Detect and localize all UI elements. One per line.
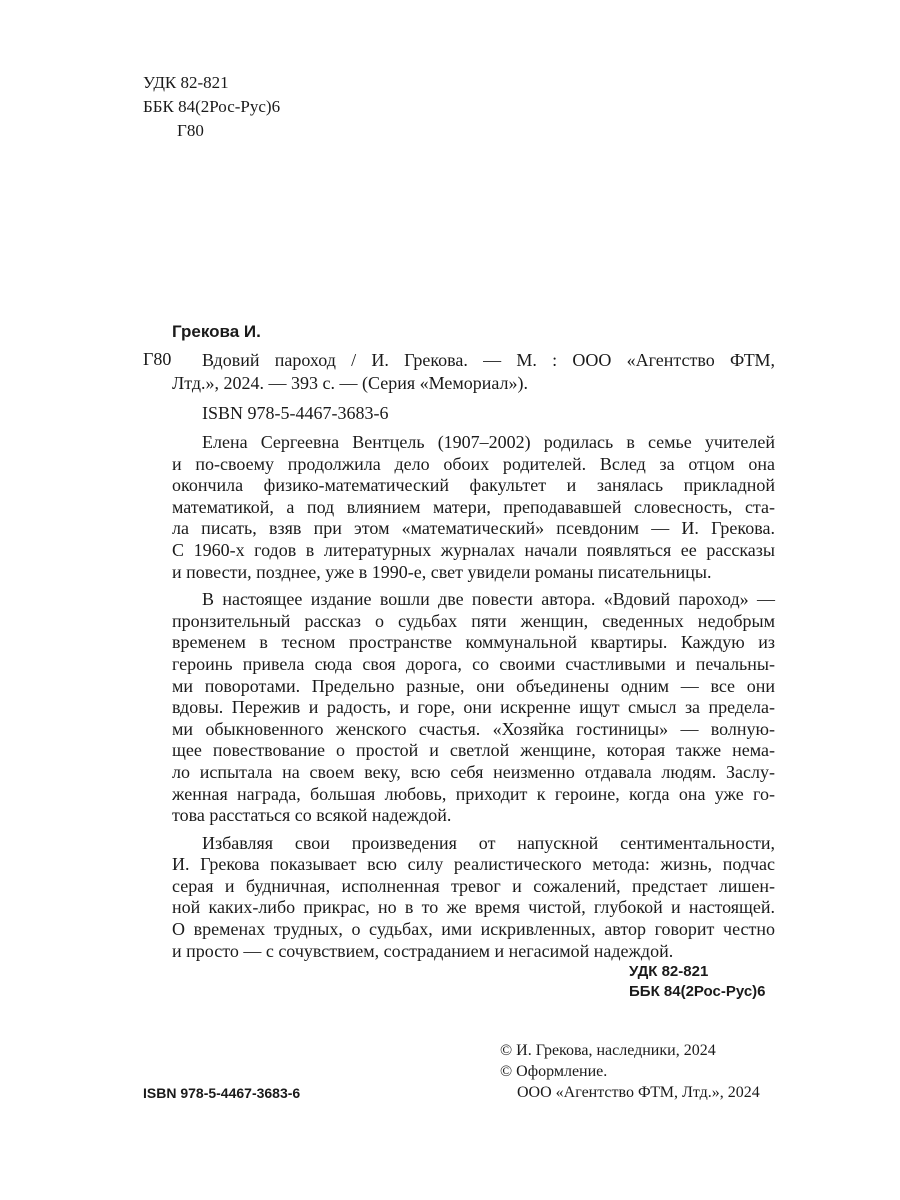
bottom-classification — [629, 962, 766, 1002]
annotation-line: ми поворотами. Предельно разные, они объединены одним — все они — [172, 675, 775, 696]
annotation-line: и по-своему продолжила дело обоих родителей. Вслед за отцом она — [172, 453, 775, 474]
copyright-line: ООО «Агентство ФТМ, Лтд.», 2024 — [517, 1084, 760, 1101]
annotation-line: щее повествование о простой и светлой женщине, которая также нема- — [172, 740, 775, 761]
annotation-line: математикой, а под влиянием матери, преподававшей словесность, ста- — [172, 496, 775, 517]
bottom-bbk-code: ББК 84(2Рос-Рус)6 — [629, 983, 766, 1000]
annotation-line: Елена Сергеевна Вентцель (1907–2002) родилась в семье учителей — [202, 432, 775, 452]
annotation-line: женная награда, большая любовь, приходит к героине, когда она уже го- — [172, 783, 775, 804]
copyright-line: © Оформление. — [500, 1063, 608, 1080]
author-heading: Грекова И. — [172, 322, 261, 341]
annotation-line: и повести, позднее, уже в 1990-е, свет увидели романы писательницы. — [172, 561, 712, 582]
udk-code: УДК 82-821 — [143, 73, 229, 92]
isbn-bottom: ISBN 978-5-4467-3683-6 — [143, 1085, 301, 1101]
copyright-block — [500, 1040, 760, 1103]
annotation-line: ло испытала на своем веку, всю себя неизменно отдавала людям. Заслу- — [172, 761, 775, 782]
classification-block — [143, 71, 280, 143]
bottom-udk-code: УДК 82-821 — [629, 963, 709, 980]
bibliographic-entry-cont — [172, 372, 775, 396]
annotation — [172, 432, 775, 962]
entry-line: Лтд.», 2024. — 393 с. — (Серия «Мемориал»). — [172, 373, 529, 393]
annotation-line: временем в тесном пространстве коммунальной квартиры. Каждую из — [172, 632, 775, 653]
entry-line: Вдовий пароход / И. Грекова. — М. : ООО «Агентство ФТМ, — [202, 350, 775, 370]
annotation-line: и просто — с сочувствием, состраданием и негасимой надеждой. — [172, 940, 674, 961]
annotation-line: окончила физико-математический факультет и занялась прикладной — [172, 475, 775, 496]
annotation-line: Избавляя свои произведения от напускной сентиментальности, — [202, 832, 775, 853]
annotation-line: пронзительный рассказ о судьбах пяти женщин, сведенных недобрым — [172, 610, 775, 631]
annotation-line: С 1960-х годов в литературных журналах начали появляться ее рассказы — [172, 539, 775, 560]
annotation-line: В настоящее издание вошли две повести автора. «Вдовий пароход» — — [202, 589, 775, 610]
author-mark: Г80 — [177, 121, 204, 140]
entry-author-mark: Г80 — [143, 349, 172, 369]
annotation-line: серая и будничная, исполненная тревог и сожалений, предстает лишен- — [172, 875, 775, 896]
annotation-line: ла писать, взяв при этом «математический» псевдоним — И. Грекова. — [172, 518, 775, 539]
annotation-line: вдовы. Пережив и радость, и горе, они искренне ищут смысл за предела- — [172, 697, 775, 718]
annotation-line: героинь привела сюда своя дорога, со своими счастливыми и печальны- — [172, 653, 775, 674]
annotation-paragraph — [172, 833, 775, 963]
annotation-paragraph — [172, 432, 775, 583]
annotation-line: ной каких-либо прикрас, но в то же время чистой, глубокой и настоящей. — [172, 897, 775, 918]
annotation-line: това расстаться со всякой надеждой. — [172, 805, 452, 826]
bbk-code: ББК 84(2Рос-Рус)6 — [143, 97, 281, 116]
copyright-line: © И. Грекова, наследники, 2024 — [500, 1042, 716, 1059]
annotation-line: И. Грекова показывает всю силу реалистического метода: жизнь, подчас — [172, 854, 775, 875]
annotation-line: ми обыкновенного женского счастья. «Хозяйка гостиницы» — волную- — [172, 718, 775, 739]
entry-isbn: ISBN 978-5-4467-3683-6 — [202, 403, 389, 423]
annotation-line: О временах трудных, о судьбах, ими искривленных, автор говорит честно — [172, 919, 775, 940]
bibliographic-entry — [202, 349, 775, 373]
annotation-paragraph — [172, 589, 775, 827]
